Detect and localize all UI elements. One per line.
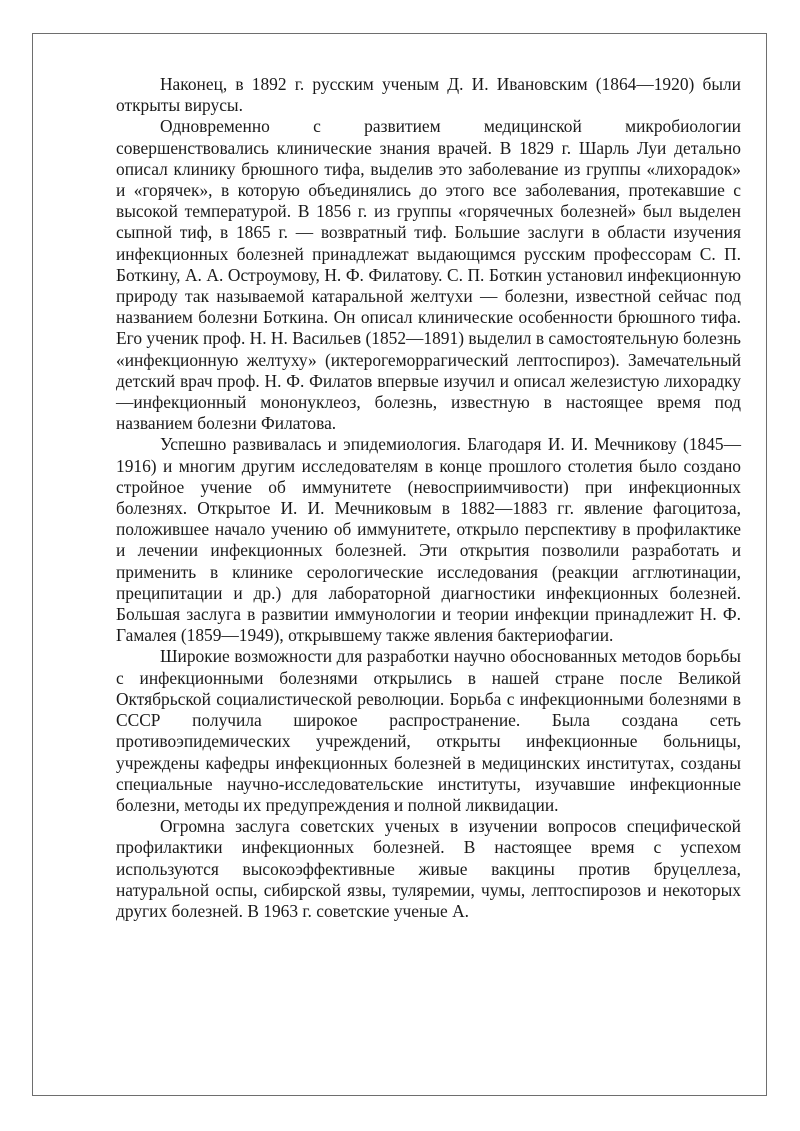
document-text (116, 74, 741, 922)
paragraph-vaccines: Огромна заслуга советских ученых в изучении вопросов специфической профилактики инфекционных болезней. В настоящее время с успехом используются высокоэффективные живые вакцины против бруцеллеза, натуральной оспы, сибирской язвы, туляремии, чумы, лептоспирозов и некоторых других болезней. В 1963 г. советские ученые А. (116, 816, 741, 921)
paragraph-epidemiology: Успешно развивалась и эпидемиология. Благодаря И. И. Мечникову (1845—1916) и многим другим исследователям в конце прошлого столетия было создано стройное учение об иммунитете (невосприимчивости) при инфекционных болезнях. Открытое И. И. Мечниковым в 1882—1883 гг. явление фагоцитоза, положившее начало учению об иммунитете, открыло перспективу в профилактике и лечении инфекционных болезней. Эти открытия позволили разработать и применить в клинике серологические исследования (реакции агглютинации, преципитации и др.) для лабораторной диагностики инфекционных болезней. Большая заслуга в развитии иммунологии и теории инфекции принадлежит Н. Ф. Гамалея (1859—1949), открывшему также явления бактериофагии. (116, 434, 741, 646)
paragraph-viruses: Наконец, в 1892 г. русским ученым Д. И. Ивановским (1864—1920) были открыты вирусы. (116, 74, 741, 116)
paragraph-ussr-infection-control: Широкие возможности для разработки научно обоснованных методов борьбы с инфекционными болезнями открылись в нашей стране после Великой Октябрьской социалистической революции. Борьба с инфекционными болезнями в СССР получила широкое распространение. Была создана сеть противоэпидемических учреждений, открыты инфекционные больницы, учреждены кафедры инфекционных болезней в медицинских институтах, созданы специальные научно-исследовательские институты, изучавшие инфекционные болезни, методы их предупреждения и полной ликвидации. (116, 646, 741, 815)
paragraph-clinical-knowledge: Одновременно с развитием медицинской микробиологии совершенствовались клинические знания врачей. В 1829 г. Шарль Луи детально описал клинику брюшного тифа, выделив это заболевание из группы «лихорадок» и «горячек», в которую объединялись до этого все заболевания, протекавшие с высокой температурой. В 1856 г. из группы «горячечных болезней» был выделен сыпной тиф, в 1865 г. — возвратный тиф. Большие заслуги в области изучения инфекционных болезней принадлежат выдающимся русским профессорам С. П. Боткину, А. А. Остроумову, Н. Ф. Филатову. С. П. Боткин установил инфекционную природу так называемой катаральной желтухи — болезни, известной сейчас под названием болезни Боткина. Он описал клинические особенности брюшного тифа. Его ученик проф. Н. Н. Васильев (1852—1891) выделил в самостоятельную болезнь «инфекционную желтуху» (иктерогеморрагический лептоспироз). Замечательный детский врач проф. Н. Ф. Филатов впервые изучил и описал железистую лихорадку—инфекционный мононуклеоз, болезнь, известную в настоящее время под названием болезни Филатова. (116, 116, 741, 434)
